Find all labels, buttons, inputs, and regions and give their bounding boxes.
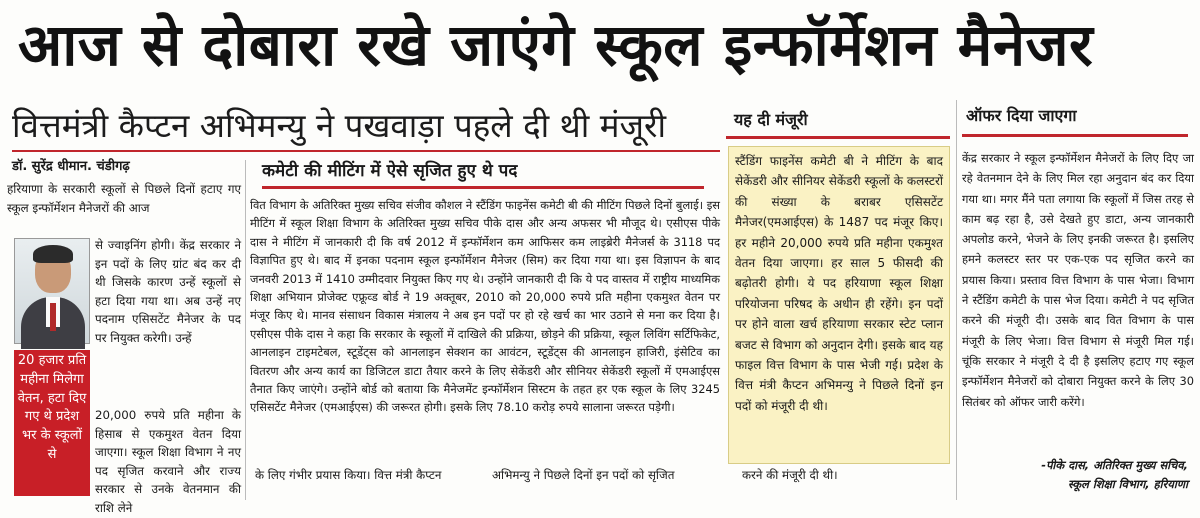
photo-tie-shape [50, 303, 56, 331]
subheadline-rule [12, 150, 720, 152]
byline: डॉ. सुरेंद्र धीमान. चंडीगढ़ [12, 159, 130, 174]
section-body: वित विभाग के अतिरिक्त मुख्य सचिव संजीव कौशल ने स्टैंडिंग फाइनेंस कमेटी बी की मीटिंग पिछले दिनों बुलाई। इस मीटिंग में स्कूल शिक्षा विभाग के अतिरिक्त मुख्य सचिव पीके दास और अन्य अफसर भी मौजूद थे। एसीएस पीके दास ने मीटिंग में जानकारी दी कि वर्ष 2012 में इन्फॉर्मेशन कम आफिसर कम लाइब्रेरी मैनेजर्स के 3118 पद विज्ञापित हुए थे। बाद में इनका पदनाम स्कूल इन्फॉर्मेशन मैनेजर (सिम) कर दिया गया था। इस विज्ञापन के बाद जनवरी 2013 में 1410 उम्मीदवार नियुक्त किए गए थे। उन्होंने जानकारी दी कि ये पद वास्तव में राष्ट्रीय माध्यमिक शिक्षा अभियान प्रोजेक्ट एफ्रूव्ड बोर्ड ने 19 अक्तूबर, 2010 को 20,000 रुपये प्रति महीना एकमुश्त वेतन पर मंजूर किए थे। मानव संसाधन विकास मंत्रालय ने अब इन पदों पर हो रहे खर्च का भार उठाने से मना कर दिया है। एसीएस पीके दास ने कहा कि सरकार के स्कूलों में दाखिले की प्रक्रिया, छोड़ने की प्रक्रिया, स्कूल लिविंग सर्टिफिकेट, आनलाइन टाइमटेबल, स्टूडेंट्स को आनलाइन सेक्शन का आवंटन, स्टूडेंट्स की आनलाइन हाजिरी, इंसेटिव का वितरण और अन्य कार्य का डिजिटल डाटा तैयार करने के लिए सेकेंडरी और सीनियर सेकेंडरी स्कूलों में एमआईएस तैनात किए जाएंगे। उन्होंने बोर्ड को बताया कि मैनेजमेंट इन्फॉर्मेशन सिस्टम के तहत हर एक स्कूल के लिए 3245 एसिसटेंट मैनेजर (एमआईएस) की जरूरत होगी। इसके लिए 78.10 करोड़ रुपये सालाना जरूरत पड़ेगी। [250, 198, 720, 415]
reporter-photo [14, 238, 90, 344]
offer-body: केंद्र सरकार ने स्कूल इन्फॉर्मेशन मैनेजरों के लिए दिए जा रहे वेतनमान देने के लिए मिल रहा अनुदान बंद कर दिया गया था। मगर मैंने पता लगाया कि स्कूलों में जिस तरह से काम बढ़ रहा है, उसे देखते हुए डाटा, अन्य जानकारी अपलोड करने, भेजने के लिए इनकी जरूरत है। इसलिए हमने कलस्टर स्तर पर एक-एक पद सृजित करने का प्रयास किया। प्रस्ताव वित्त विभाग के पास भेजा। विभाग ने स्टैंडिंग कमेटी के पास भेज दिया। कमेटी ने पद सृजित करने की मंजूरी दी। उसके बाद वित विभाग के पास मंजूरी के लिए भेजा। वित्त विभाग से मंजूरी मिल गई। चूंकि सरकार ने मंजूरी दे दी है इसलिए हटाए गए स्कूल इन्फॉर्मेशन मैनेजरों को दोबारा नियुक्त करने के लिए 30 सितंबर को ऑफर जारी करेंगे। [962, 151, 1194, 409]
approval-tail: करने की मंजूरी दी थी। [742, 468, 838, 482]
approval-box [728, 146, 950, 464]
headline: आज से दोबारा रखे जाएंगे स्कूल इन्फॉर्मेशन मैनेजर [18, 11, 1094, 79]
subheadline: वित्तमंत्री कैप्टन अभिमन्यु ने पखवाड़ा पहले दी थी मंजूरी [12, 106, 667, 145]
approval-title-rule [726, 136, 950, 139]
approval-body: स्टैंडिंग फाइनेंस कमेटी बी ने मीटिंग के बाद सेकेंडरी और सीनियर सेकेंडरी स्कूलों के कलस्टरों की संख्या के बराबर एसिसटेंट मैनेजर(एमआईएस) के 1487 पद मंजूर किए। हर महीने 20,000 रुपये प्रति महीना एकमुश्त वेतन दिया जाएगा। हर साल 5 फीसदी की बढ़ोतरी होगी। ये पद हरियाणा स्कूल शिक्षा परियोजना परिषद के अधीन ही रहेंगे। इन पदों पर होने वाला खर्च हरियाणा सरकार स्टेट प्लान बजट से विभाग को अनुदान देगी। इसके बाद यह फाइल वित्त विभाग के पास भेजी गई। प्रदेश के वित्त मंत्री कैप्टन अभिमन्यु ने पिछले दिनों इन पदों को मंजूरी दी थी। [735, 154, 943, 413]
column1-wrap-text: से ज्वाइनिंग होगी। केंद्र सरकार ने इन पदों के लिए ग्रांट बंद कर दी थी जिसके कारण उन्हें स्कूलों से हटा दिया गया था। अब उन्हें नए पदनाम एसिसटेंट मैनेजर के पद पर नियुक्त करेगी। उन्हें [95, 238, 241, 345]
approval-title: यह दी मंजूरी [734, 110, 808, 129]
attribution-line1: -पीके दास, अतिरिक्त मुख्य सचिव, [1041, 458, 1188, 472]
column1-tail: के लिए गंभीर प्रयास किया। वित्त मंत्री कैप्टन [255, 468, 442, 482]
column1-lower-text: 20,000 रुपये प्रति महीना के हिसाब से एकमुश्त वेतन दिया जाएगा। स्कूल शिक्षा विभाग ने नए पद सृजित करवाने और राज्य सरकार से उनके वेतनमान की राशि लेने [95, 408, 241, 515]
offer-attribution [962, 456, 1188, 494]
section-title: कमेटी की मीटिंग में ऐसे सृजित हुए थे पद [262, 161, 518, 181]
offer-title-rule [962, 134, 1188, 137]
attribution-line2: स्कूल शिक्षा विभाग, हरियाणा [1068, 477, 1188, 491]
salary-callout: 20 हजार प्रति महीना मिलेगा वेतन, हटा दिए गए थे प्रदेश भर के स्कूलों से [14, 350, 90, 496]
column1-lead-text: हरियाणा के सरकारी स्कूलों से पिछले दिनों हटाए गए स्कूल इन्फॉर्मेशन मैनेजरों की आज [7, 182, 241, 215]
column-divider-1 [245, 160, 246, 500]
section-tail: अभिमन्यु ने पिछले दिनों इन पदों को सृजित [492, 468, 675, 482]
photo-hair-shape [33, 245, 73, 263]
column-divider-3 [956, 100, 957, 500]
section-title-rule [262, 186, 704, 189]
offer-title: ऑफर दिया जाएगा [966, 106, 1077, 125]
